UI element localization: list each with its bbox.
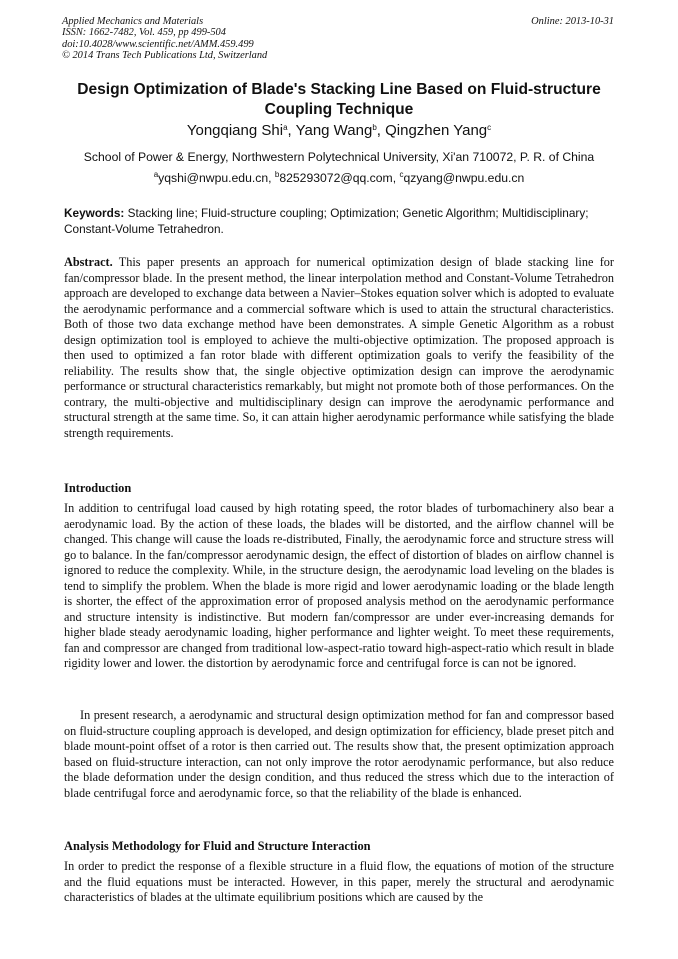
issn-line: ISSN: 1662-7482, Vol. 459, pp 499-504 (62, 27, 226, 39)
author-affil-mark: c (487, 123, 492, 132)
author-affil-mark: a (283, 123, 288, 132)
author-name: Qingzhen Yang (385, 122, 488, 139)
email-address: 825293072@qq.com (279, 171, 393, 185)
author-affil-mark: b (372, 123, 377, 132)
journal-header (62, 16, 614, 62)
email-separator: , (268, 171, 275, 185)
author-separator: , (376, 122, 386, 139)
methodology-heading: Analysis Methodology for Fluid and Structure Interaction (64, 839, 371, 853)
online-date: Online: 2013-10-31 (531, 16, 614, 27)
author-name: Yongqiang Shi (186, 122, 284, 139)
email-separator: , (392, 171, 400, 185)
author-list (40, 121, 638, 141)
email-mark: b (274, 170, 280, 179)
email-address: yqshi@nwpu.edu.cn (158, 171, 269, 185)
introduction-paragraph-1: In addition to centrifugal load caused by high rotating speed, the rotor blades of turbomachinery also bear a aerodynamic load. By the action of these loads, the blades will be distorted, and the airflow channel will be changed. This change will cause the loads re-distributed, Finally, the aerodynamic force and structure stress will go to balance. In the fan/compressor aerodynamic design, the effect of distortion of blades on airflow channel is ignored to reduce the complexity. While, in the structure design, the aerodynamic load leveling on the blades is tend to simplify the problem. When the blade is more rigid and lower aerodynamic loading or the blade length is shorter, the effect of the approximation error of proposed analysis method on the aerodynamic performance and structure intensity is indistinctive. But modern fan/compressor are under ever-increasing demands for higher blade steady aerodynamic loading, higher performance and lighter weight. To meet these requirements, fan and compressor are changed from traditional low-aspect-ratio toward high-aspect-ratio which result in blade rigidity lower and lower. the distortion by aerodynamic force and centrifugal force is can not be ignored. (64, 501, 614, 671)
keywords (64, 206, 616, 237)
email-address: qzyang@nwpu.edu.cn (403, 171, 525, 185)
abstract-label: Abstract. (64, 255, 113, 269)
introduction-heading: Introduction (64, 481, 132, 495)
journal-name: Applied Mechanics and Materials (62, 16, 204, 27)
methodology-paragraph-1: In order to predict the response of a flexible structure in a fluid flow, the equations of motion of the structure and the fluid equations must be interacted. However, in this paper, merely the structural and aerodynamic characteristics of blades at the ultimate equilibrium positions which are caused by the (64, 859, 614, 905)
introduction-paragraph-2: In present research, a aerodynamic and structural design optimization method for fan and compressor based on fluid-structure coupling approach is developed, and design optimization for efficiency, blade preset pitch and blade mount-point offset of a rotor is then carried out. The results show that, the present optimization approach based on fluid-structure interaction, can not only improve the rotor aerodynamic performance, but also reduce the blade deformation under the design condition, and thus reduced the stress which due to the interaction of blade centrifugal force and aerodynamic force, so that the reliability of the blade is enhanced. (64, 708, 614, 800)
copyright-line: © 2014 Trans Tech Publications Ltd, Switzerland (62, 50, 268, 62)
abstract-text: This paper presents an approach for numerical optimization design of blade stacking line for fan/compressor blade. In the present method, the linear interpolation method and Constant-Volume Tetrahedron approach are developed to exchange data between a Navier–Stokes equation solver which is adopted to evaluate the aerodynamic performance and a commercial software which is used to attain the structural characteristics. Both of those two data exchange method have been demonstrates. A simple Genetic Algorithm as a robust design optimization tool is employed to achieve the multi-objective optimization. The proposed approach is then used to optimized a fan rotor blade with different optimization goals to verify the feasibility of the reliability. The results show that, the single objective optimization design can improve the aerodynamic performance or structural characteristics remarkably, but might not promote both of those performances. On the contrary, the multi-objective and multidisciplinary design can improve the aerodynamic performance and structural strength at the same time. So, it can attain higher aerodynamic performance while satisfying the blade strength requirements. (64, 255, 615, 441)
email-list (40, 170, 638, 186)
author-separator: , (287, 122, 296, 139)
paper-title: Design Optimization of Blade's Stacking Line Based on Fluid-structure Coupling Technique (77, 81, 601, 118)
keywords-text: Stacking line; Fluid-structure coupling; Optimization; Genetic Algorithm; Multidisciplinary; Constant-Volume Tetrahedron. (64, 206, 589, 236)
author-name: Yang Wang (295, 122, 373, 139)
keywords-label: Keywords: (64, 206, 125, 220)
affiliation: School of Power & Energy, Northwestern Polytechnical University, Xi'an 710072, P. R. of China (83, 150, 595, 164)
abstract (64, 255, 614, 442)
doi-line: doi:10.4028/www.scientific.net/AMM.459.499 (62, 38, 254, 50)
email-mark: a (153, 170, 159, 179)
email-mark: c (399, 170, 404, 179)
